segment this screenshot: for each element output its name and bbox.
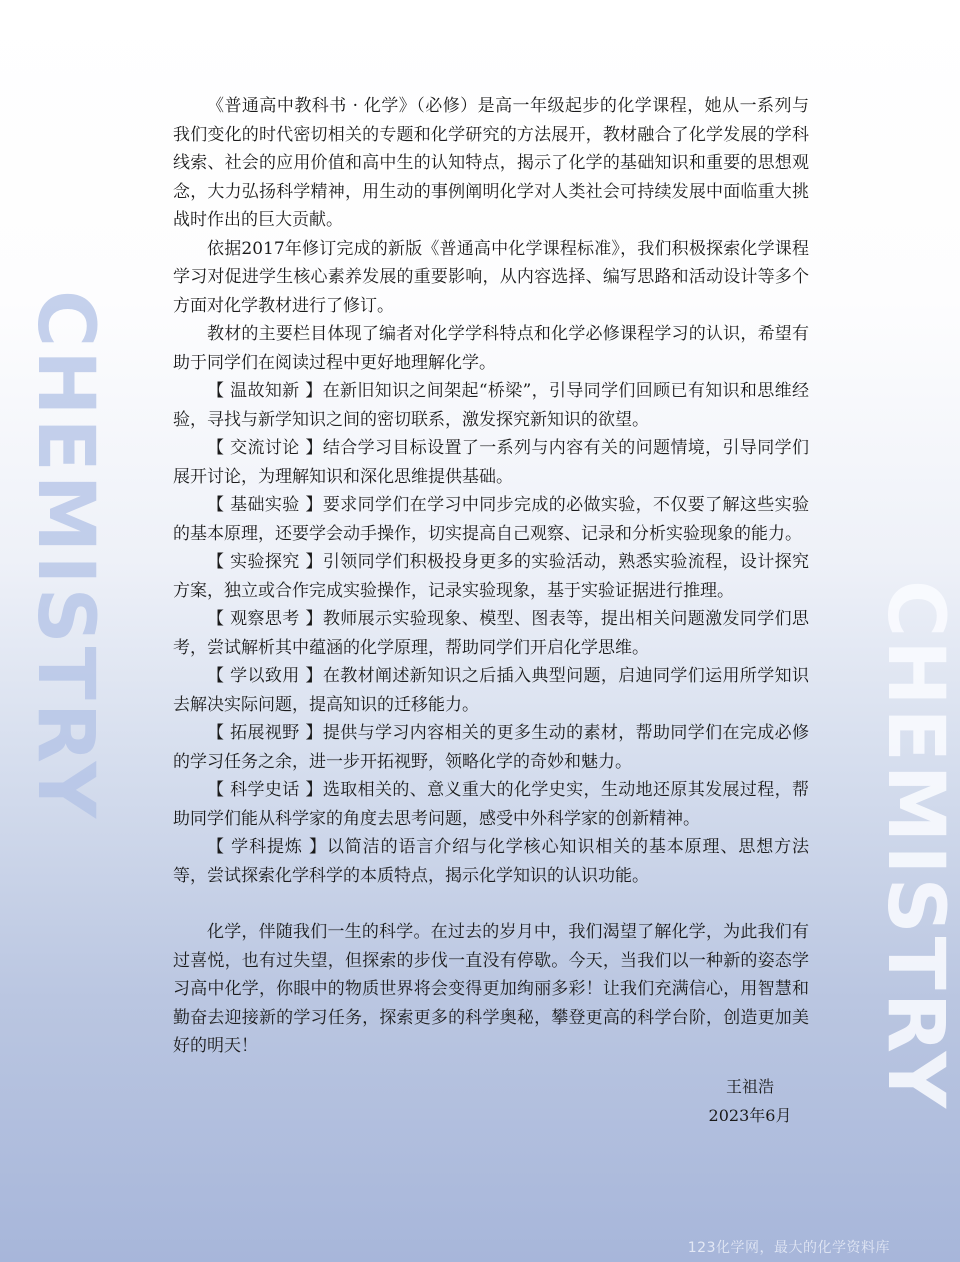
watermark-right-text: CHEMISTRY (870, 580, 960, 1112)
paragraph-column-observation: 【 观察思考 】教师展示实验现象、模型、图表等，提出相关问题激发同学们思考，尝试解析其中蕴涵的化学原理，帮助同学们开启化学思维。 (173, 609, 809, 658)
paragraph-column-horizon: 【 拓展视野 】提供与学习内容相关的更多生动的素材，帮助同学们在完成必修的学习任务之余，进一步开拓视野，领略化学的奇妙和魅力。 (173, 723, 809, 772)
signature-block (700, 1072, 800, 1130)
paragraph-column-summary: 【 学科提炼 】以简洁的语言介绍与化学核心知识相关的基本原理、思想方法等，尝试探索化学科学的本质特点，揭示化学知识的认识功能。 (173, 837, 809, 886)
footer-watermark: 123化学网，最大的化学资料库 (687, 1240, 890, 1256)
author-name: 王祖浩 (725, 1077, 774, 1096)
watermark-chemistry-right (870, 580, 960, 1220)
paragraph-column-experiment-inquiry: 【 实验探究 】引领同学们积极投身更多的实验活动，熟悉实验流程，设计探究方案，独立或合作完成实验操作，记录实验现象，基于实验证据进行推理。 (173, 552, 809, 601)
paragraph-columns-intro: 教材的主要栏目体现了编者对化学学科特点和化学必修课程学习的认识，希望有助于同学们在阅读过程中更好地理解化学。 (173, 324, 809, 373)
paragraph-column-application: 【 学以致用 】在教材阐述新知识之后插入典型问题，启迪同学们运用所学知识去解决实际问题，提高知识的迁移能力。 (173, 666, 809, 715)
paragraph-column-history: 【 科学史话 】选取相关的、意义重大的化学史实，生动地还原其发展过程，帮助同学们能从科学家的角度去思考问题，感受中外科学家的创新精神。 (173, 780, 809, 829)
paragraph-column-review: 【 温故知新 】在新旧知识之间架起“桥梁”，引导同学们回顾已有知识和思维经验，寻找与新学知识之间的密切联系，激发探究新知识的欲望。 (173, 381, 809, 430)
paragraph-curriculum-standard: 依据2017年修订完成的新版《普通高中化学课程标准》，我们积极探索化学课程学习对促进学生核心素养发展的重要影响，从内容选择、编写思路和活动设计等多个方面对化学教材进行了修订。 (173, 238, 809, 316)
watermark-chemistry-left (20, 290, 110, 822)
paragraph-intro: 《普通高中教科书 · 化学》（必修）是高一年级起步的化学课程，她从一系列与我们变化的时代密切相关的专题和化学研究的方法展开，教材融合了化学发展的学科线索、社会的应用价值和高中生的认知特点，揭示了化学的基础知识和重要的思想观念，大力弘扬科学精神，用生动的事例阐明化学对人类社会可持续发展中面临重大挑战时作出的巨大贡献。 (173, 96, 809, 230)
paragraph-column-basic-experiment: 【 基础实验 】要求同学们在学习中同步完成的必做实验，不仅要了解这些实验的基本原理，还要学会动手操作，切实提高自己观察、记录和分析实验现象的能力。 (173, 495, 809, 544)
preface-body (173, 92, 809, 1061)
watermark-left-text: CHEMISTRY (20, 290, 110, 822)
signature-date: 2023年6月 (708, 1106, 792, 1125)
paragraph-closing: 化学，伴随我们一生的科学。在过去的岁月中，我们渴望了解化学，为此我们有过喜悦，也有过失望，但探索的步伐一直没有停歇。今天，当我们以一种新的姿态学习高中化学，你眼中的物质世界将会变得更加绚丽多彩！让我们充满信心，用智慧和勤奋去迎接新的学习任务，探索更多的科学奥秘，攀登更高的科学台阶，创造更加美好的明天！ (173, 922, 809, 1056)
paragraph-column-discussion: 【 交流讨论 】结合学习目标设置了一系列与内容有关的问题情境，引导同学们展开讨论，为理解知识和深化思维提供基础。 (173, 438, 809, 487)
